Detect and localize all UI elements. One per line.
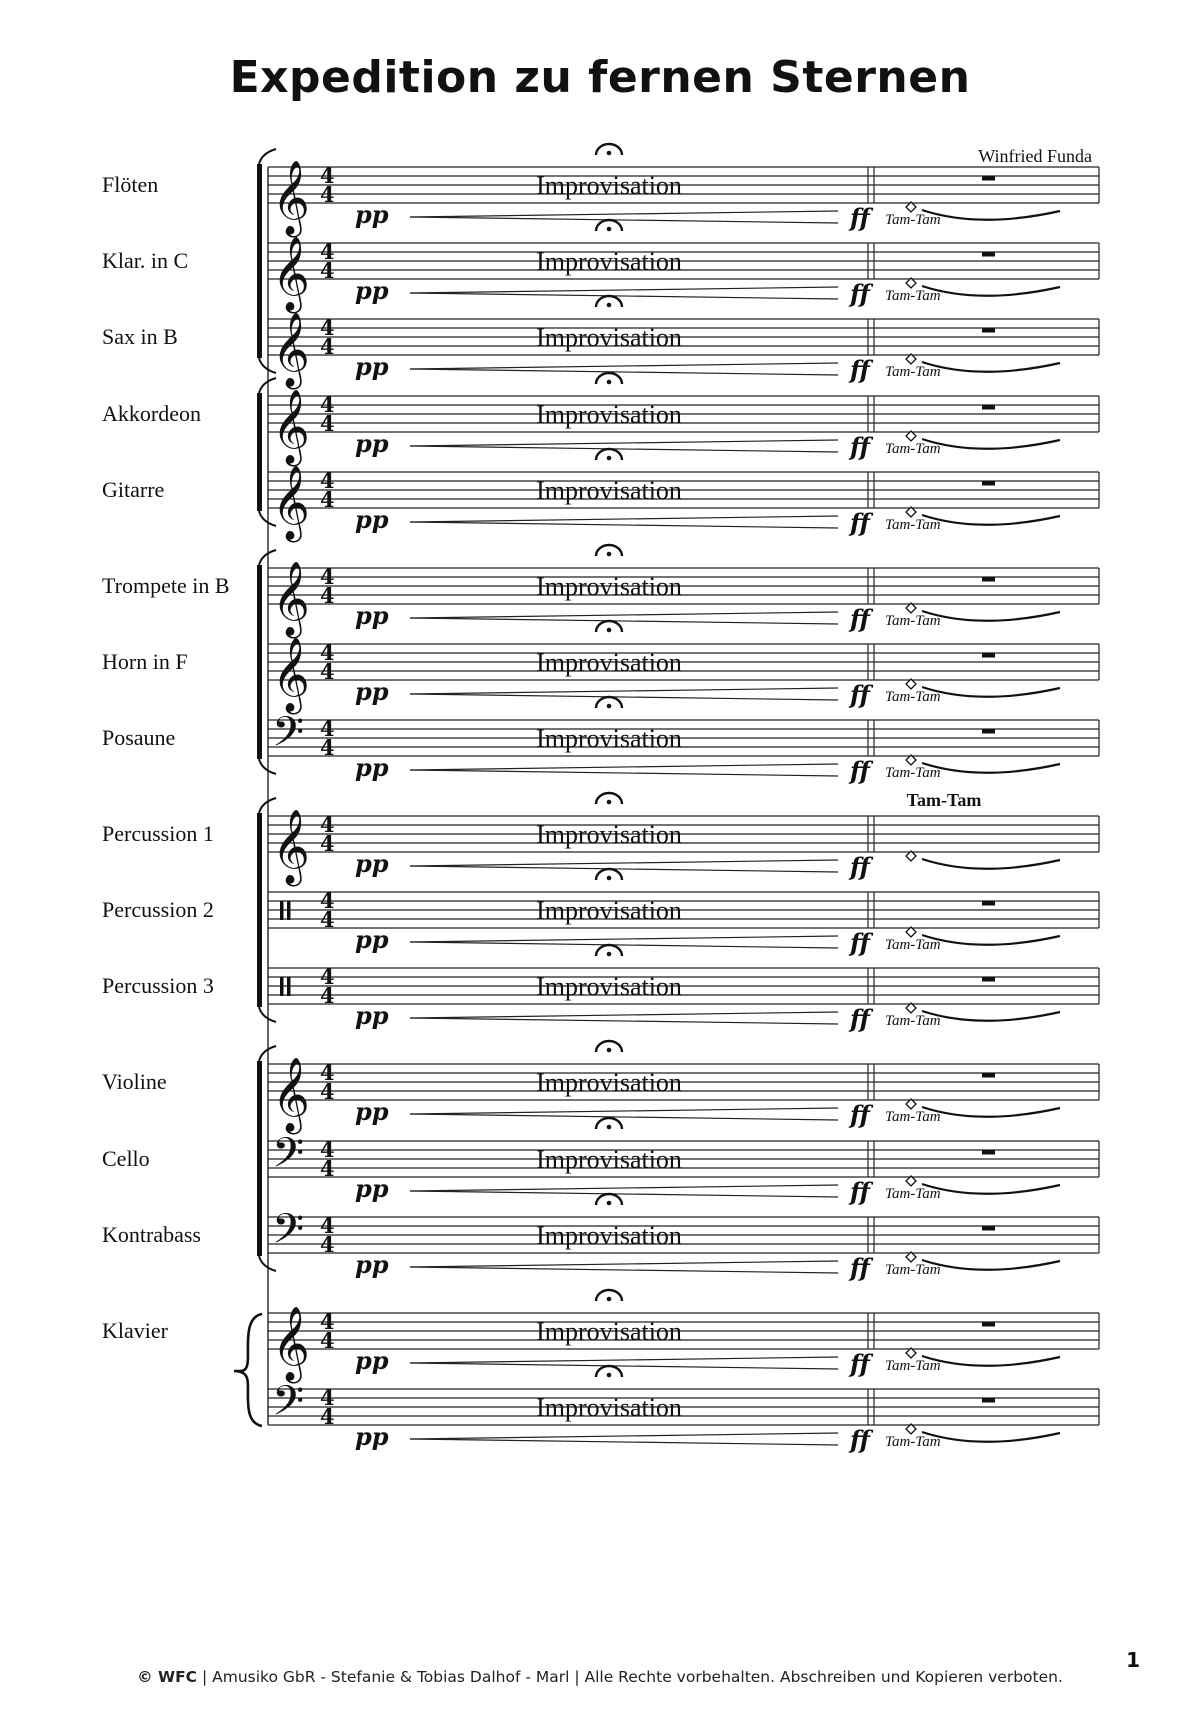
crescendo-hairpin	[410, 612, 838, 618]
dynamic-pp: pp	[355, 925, 389, 954]
instrument-name: Percussion 1	[102, 821, 214, 846]
crescendo-hairpin	[410, 1267, 838, 1273]
time-signature-denominator: 4	[320, 983, 335, 1008]
fermata-dot	[607, 227, 612, 232]
crescendo-hairpin	[410, 1018, 838, 1024]
dynamic-pp: pp	[355, 601, 389, 630]
whole-rest	[982, 481, 995, 486]
treble-clef: 𝄞	[272, 1307, 310, 1381]
improvisation-label: Improvisation	[536, 323, 682, 352]
time-signature-numerator: 4	[320, 888, 335, 913]
crescendo-hairpin	[410, 369, 838, 375]
laissez-vibrer-tie	[922, 439, 1060, 449]
dynamic-ff: ff	[850, 203, 870, 232]
improvisation-label: Improvisation	[536, 247, 682, 276]
time-signature-numerator: 4	[320, 1213, 335, 1238]
crescendo-hairpin	[410, 516, 838, 522]
crescendo-hairpin	[410, 1439, 838, 1445]
time-signature-numerator: 4	[320, 1137, 335, 1162]
crescendo-hairpin	[410, 287, 838, 293]
treble-clef: 𝄞	[272, 1058, 310, 1132]
crescendo-hairpin	[410, 217, 838, 223]
dynamic-ff: ff	[850, 279, 870, 308]
time-signature-denominator: 4	[320, 1156, 335, 1181]
crescendo-hairpin	[410, 522, 838, 528]
time-signature-numerator: 4	[320, 812, 335, 837]
improvisation-label: Improvisation	[536, 1393, 682, 1422]
time-signature-numerator: 4	[320, 468, 335, 493]
dynamic-pp: pp	[355, 1174, 389, 1203]
copyright-footer	[0, 1668, 1200, 1686]
tamtam-label: Tam-Tam	[885, 613, 941, 629]
instrument-name: Percussion 3	[102, 973, 214, 998]
group-bracket	[257, 565, 262, 759]
dynamic-pp: pp	[355, 1001, 389, 1030]
score-title: Expedition zu fernen Sternen	[229, 52, 971, 103]
fermata-dot	[607, 1125, 612, 1130]
footer-brand: © WFC	[137, 1668, 198, 1686]
crescendo-hairpin	[410, 1108, 838, 1114]
tamtam-label: Tam-Tam	[885, 1013, 941, 1029]
time-signature-numerator: 4	[320, 640, 335, 665]
whole-rest	[982, 977, 995, 982]
laissez-vibrer-tie	[922, 1184, 1060, 1194]
dynamic-pp: pp	[355, 429, 389, 458]
dynamic-ff: ff	[850, 1253, 870, 1282]
dynamic-ff: ff	[850, 508, 870, 537]
fermata-dot	[607, 704, 612, 709]
dynamic-ff: ff	[850, 928, 870, 957]
instrument-name: Klar. in C	[102, 248, 189, 273]
time-signature-denominator: 4	[320, 487, 335, 512]
composer-name: Winfried Funda	[978, 146, 1092, 166]
laissez-vibrer-tie	[922, 687, 1060, 697]
crescendo-hairpin	[410, 866, 838, 872]
percussion-clef	[287, 901, 291, 920]
bass-clef: 𝄢	[272, 1377, 305, 1435]
whole-rest	[982, 1150, 995, 1155]
instrument-name: Cello	[102, 1146, 150, 1171]
time-signature-numerator: 4	[320, 239, 335, 264]
whole-rest	[982, 577, 995, 582]
percussion-clef	[280, 977, 284, 996]
time-signature-denominator: 4	[320, 1404, 335, 1429]
improvisation-label: Improvisation	[536, 972, 682, 1001]
laissez-vibrer-tie	[922, 1356, 1060, 1366]
crescendo-hairpin	[410, 1261, 838, 1267]
treble-clef: 𝄞	[272, 466, 310, 540]
fermata-dot	[607, 628, 612, 633]
dynamic-ff: ff	[850, 355, 870, 384]
time-signature-denominator: 4	[320, 1328, 335, 1353]
time-signature-denominator: 4	[320, 1232, 335, 1257]
dynamic-pp: pp	[355, 1346, 389, 1375]
crescendo-hairpin	[410, 688, 838, 694]
time-signature-denominator: 4	[320, 411, 335, 436]
dynamic-pp: pp	[355, 1097, 389, 1126]
instrument-name: Horn in F	[102, 649, 188, 674]
laissez-vibrer-tie	[922, 1107, 1060, 1117]
treble-clef: 𝄞	[272, 810, 310, 884]
whole-rest	[982, 653, 995, 658]
improvisation-label: Improvisation	[536, 1068, 682, 1097]
dynamic-pp: pp	[355, 1422, 389, 1451]
tamtam-header: Tam-Tam	[906, 790, 982, 810]
time-signature-denominator: 4	[320, 583, 335, 608]
dynamic-pp: pp	[355, 677, 389, 706]
treble-clef: 𝄞	[272, 638, 310, 712]
tamtam-label: Tam-Tam	[885, 288, 941, 304]
time-signature-denominator: 4	[320, 735, 335, 760]
tamtam-label: Tam-Tam	[885, 689, 941, 705]
laissez-vibrer-tie	[922, 763, 1060, 773]
crescendo-hairpin	[410, 770, 838, 776]
crescendo-hairpin	[410, 440, 838, 446]
improvisation-label: Improvisation	[536, 820, 682, 849]
time-signature-denominator: 4	[320, 907, 335, 932]
tamtam-label: Tam-Tam	[885, 517, 941, 533]
tamtam-label: Tam-Tam	[885, 1109, 941, 1125]
whole-rest	[982, 1226, 995, 1231]
treble-clef: 𝄞	[272, 313, 310, 387]
whole-rest	[982, 729, 995, 734]
dynamic-pp: pp	[355, 753, 389, 782]
bass-clef: 𝄢	[272, 1205, 305, 1263]
crescendo-hairpin	[410, 293, 838, 299]
time-signature-denominator: 4	[320, 831, 335, 856]
dynamic-pp: pp	[355, 276, 389, 305]
percussion-clef	[287, 977, 291, 996]
fermata-dot	[607, 1373, 612, 1378]
time-signature-numerator: 4	[320, 1309, 335, 1334]
dynamic-ff: ff	[850, 604, 870, 633]
whole-rest	[982, 405, 995, 410]
laissez-vibrer-tie	[922, 935, 1060, 945]
crescendo-hairpin	[410, 211, 838, 217]
laissez-vibrer-tie	[922, 362, 1060, 372]
time-signature-numerator: 4	[320, 392, 335, 417]
laissez-vibrer-tie	[922, 859, 1060, 869]
dynamic-pp: pp	[355, 505, 389, 534]
fermata-dot	[607, 380, 612, 385]
instrument-name: Flöten	[102, 172, 159, 197]
instrument-name: Violine	[102, 1069, 167, 1094]
instrument-name: Gitarre	[102, 477, 165, 502]
time-signature-numerator: 4	[320, 163, 335, 188]
fermata-dot	[607, 151, 612, 156]
tamtam-label: Tam-Tam	[885, 212, 941, 228]
fermata-dot	[607, 552, 612, 557]
improvisation-label: Improvisation	[536, 1221, 682, 1250]
laissez-vibrer-tie	[922, 611, 1060, 621]
crescendo-hairpin	[410, 1357, 838, 1363]
crescendo-hairpin	[410, 860, 838, 866]
group-bracket	[257, 813, 262, 1007]
fermata-dot	[607, 1201, 612, 1206]
whole-rest	[982, 1073, 995, 1078]
instrument-name: Percussion 2	[102, 897, 214, 922]
improvisation-label: Improvisation	[536, 476, 682, 505]
time-signature-numerator: 4	[320, 716, 335, 741]
tamtam-label: Tam-Tam	[885, 1358, 941, 1374]
whole-rest	[982, 328, 995, 333]
instrument-name: Kontrabass	[102, 1222, 201, 1247]
laissez-vibrer-tie	[922, 1011, 1060, 1021]
whole-rest	[982, 901, 995, 906]
tamtam-label: Tam-Tam	[885, 1262, 941, 1278]
bass-clef: 𝄢	[272, 708, 305, 766]
group-bracket	[257, 393, 262, 511]
improvisation-label: Improvisation	[536, 171, 682, 200]
fermata-dot	[607, 1297, 612, 1302]
whole-rest	[982, 252, 995, 257]
dynamic-pp: pp	[355, 352, 389, 381]
instrument-name: Posaune	[102, 725, 176, 750]
fermata-dot	[607, 1048, 612, 1053]
laissez-vibrer-tie	[922, 210, 1060, 220]
time-signature-numerator: 4	[320, 964, 335, 989]
dynamic-pp: pp	[355, 849, 389, 878]
fermata-dot	[607, 876, 612, 881]
whole-rest	[982, 176, 995, 181]
fermata-dot	[607, 303, 612, 308]
page-number: 1	[1126, 1648, 1140, 1672]
crescendo-hairpin	[410, 363, 838, 369]
laissez-vibrer-tie	[922, 286, 1060, 296]
tamtam-label: Tam-Tam	[885, 937, 941, 953]
laissez-vibrer-tie	[922, 515, 1060, 525]
crescendo-hairpin	[410, 764, 838, 770]
treble-clef: 𝄞	[272, 161, 310, 235]
group-bracket	[257, 164, 262, 358]
crescendo-hairpin	[410, 1185, 838, 1191]
crescendo-hairpin	[410, 936, 838, 942]
whole-rest	[982, 1398, 995, 1403]
percussion-clef	[280, 901, 284, 920]
time-signature-denominator: 4	[320, 1079, 335, 1104]
tamtam-label: Tam-Tam	[885, 441, 941, 457]
crescendo-hairpin	[410, 694, 838, 700]
time-signature-denominator: 4	[320, 182, 335, 207]
crescendo-hairpin	[410, 618, 838, 624]
laissez-vibrer-tie	[922, 1260, 1060, 1270]
improvisation-label: Improvisation	[536, 572, 682, 601]
treble-clef: 𝄞	[272, 237, 310, 311]
improvisation-label: Improvisation	[536, 724, 682, 753]
piano-brace	[234, 1314, 262, 1426]
treble-clef: 𝄞	[272, 390, 310, 464]
tamtam-label: Tam-Tam	[885, 1186, 941, 1202]
crescendo-hairpin	[410, 1191, 838, 1197]
dynamic-ff: ff	[850, 1349, 870, 1378]
dynamic-ff: ff	[850, 1004, 870, 1033]
whole-rest	[982, 1322, 995, 1327]
dynamic-ff: ff	[850, 680, 870, 709]
dynamic-ff: ff	[850, 432, 870, 461]
fermata-dot	[607, 800, 612, 805]
crescendo-hairpin	[410, 942, 838, 948]
time-signature-numerator: 4	[320, 1385, 335, 1410]
laissez-vibrer-tie	[922, 1432, 1060, 1442]
crescendo-hairpin	[410, 1433, 838, 1439]
instrument-name: Trompete in B	[102, 573, 230, 598]
time-signature-numerator: 4	[320, 1060, 335, 1085]
dynamic-ff: ff	[850, 852, 870, 881]
tamtam-label: Tam-Tam	[885, 765, 941, 781]
dynamic-pp: pp	[355, 1250, 389, 1279]
group-bracket	[257, 1061, 262, 1256]
improvisation-label: Improvisation	[536, 1317, 682, 1346]
improvisation-label: Improvisation	[536, 896, 682, 925]
treble-clef: 𝄞	[272, 562, 310, 636]
dynamic-pp: pp	[355, 200, 389, 229]
time-signature-denominator: 4	[320, 258, 335, 283]
time-signature-numerator: 4	[320, 564, 335, 589]
instrument-name: Sax in B	[102, 324, 178, 349]
instrument-name: Akkordeon	[102, 401, 201, 426]
improvisation-label: Improvisation	[536, 1145, 682, 1174]
improvisation-label: Improvisation	[536, 400, 682, 429]
bass-clef: 𝄢	[272, 1129, 305, 1187]
dynamic-ff: ff	[850, 1425, 870, 1454]
time-signature-denominator: 4	[320, 334, 335, 359]
crescendo-hairpin	[410, 1114, 838, 1120]
fermata-dot	[607, 952, 612, 957]
crescendo-hairpin	[410, 1363, 838, 1369]
footer-text: | Amusiko GbR - Stefanie & Tobias Dalhof - Marl | Alle Rechte vorbehalten. Abschreiben und Kopieren verboten.	[197, 1668, 1063, 1686]
dynamic-ff: ff	[850, 756, 870, 785]
fermata-dot	[607, 456, 612, 461]
dynamic-ff: ff	[850, 1100, 870, 1129]
improvisation-label: Improvisation	[536, 648, 682, 677]
crescendo-hairpin	[410, 446, 838, 452]
tamtam-label: Tam-Tam	[885, 1434, 941, 1450]
tamtam-label: Tam-Tam	[885, 364, 941, 380]
crescendo-hairpin	[410, 1012, 838, 1018]
dynamic-ff: ff	[850, 1177, 870, 1206]
instrument-name: Klavier	[102, 1318, 168, 1343]
time-signature-denominator: 4	[320, 659, 335, 684]
time-signature-numerator: 4	[320, 315, 335, 340]
